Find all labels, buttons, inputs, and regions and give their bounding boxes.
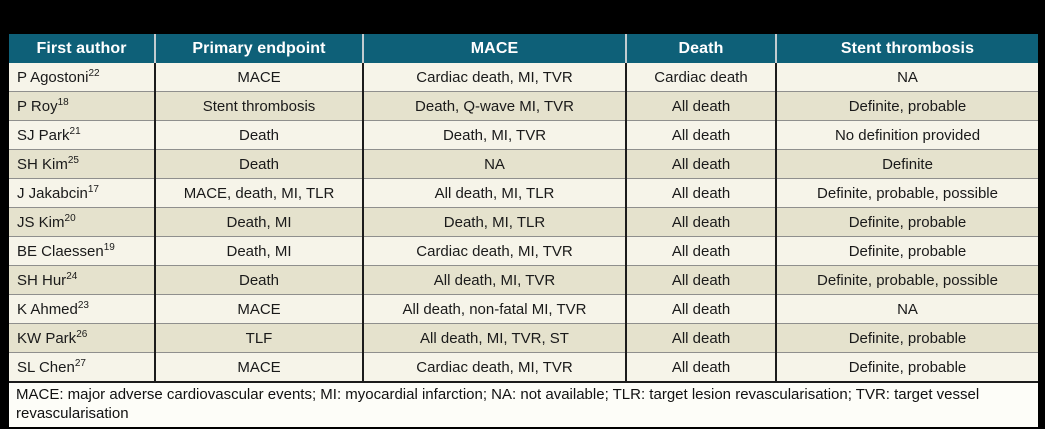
- reference-superscript: 19: [103, 241, 115, 253]
- author-name: SL Chen: [17, 358, 75, 376]
- reference-superscript: 20: [64, 212, 76, 224]
- death-cell: All death: [626, 92, 776, 121]
- first-author-cell: [9, 208, 155, 237]
- author-name: J Jakabcin: [17, 184, 88, 202]
- column-header-first-author: First author: [9, 34, 155, 63]
- author-name: K Ahmed: [17, 300, 78, 318]
- stent-thrombosis-cell: NA: [776, 295, 1038, 324]
- primary-endpoint-cell: Death, MI: [155, 208, 363, 237]
- mace-cell: All death, MI, TVR, ST: [363, 324, 626, 353]
- header-row: [9, 34, 1038, 63]
- mace-cell: Death, MI, TLR: [363, 208, 626, 237]
- mace-cell: Cardiac death, MI, TVR: [363, 63, 626, 92]
- table-row: [9, 324, 1038, 353]
- author-name: SH Hur: [17, 271, 67, 289]
- column-header-death: Death: [626, 34, 776, 63]
- first-author-cell: [9, 92, 155, 121]
- primary-endpoint-cell: Death: [155, 266, 363, 295]
- stent-thrombosis-cell: Definite, probable, possible: [776, 179, 1038, 208]
- table-header: [9, 34, 1038, 63]
- author-name: SH Kim: [17, 155, 68, 173]
- mace-cell: Death, Q-wave MI, TVR: [363, 92, 626, 121]
- table-row: [9, 179, 1038, 208]
- author-name: P Agostoni: [17, 68, 89, 86]
- reference-superscript: 22: [88, 67, 100, 79]
- table-row: [9, 121, 1038, 150]
- reference-superscript: 17: [87, 183, 99, 195]
- stent-thrombosis-cell: Definite, probable: [776, 237, 1038, 266]
- reference-superscript: 24: [66, 270, 78, 282]
- reference-superscript: 26: [76, 328, 88, 340]
- death-cell: All death: [626, 324, 776, 353]
- death-cell: All death: [626, 266, 776, 295]
- endpoints-definition-table: [9, 34, 1038, 381]
- death-cell: All death: [626, 150, 776, 179]
- stent-thrombosis-cell: Definite, probable: [776, 208, 1038, 237]
- table-row: [9, 295, 1038, 324]
- table-row: [9, 208, 1038, 237]
- author-name: JS Kim: [17, 213, 65, 231]
- first-author-cell: [9, 237, 155, 266]
- first-author-cell: [9, 121, 155, 150]
- reference-superscript: 27: [74, 357, 86, 369]
- mace-cell: NA: [363, 150, 626, 179]
- first-author-cell: [9, 179, 155, 208]
- author-name: SJ Park: [17, 126, 70, 144]
- mace-cell: All death, MI, TVR: [363, 266, 626, 295]
- reference-superscript: 18: [57, 96, 69, 108]
- first-author-cell: [9, 353, 155, 382]
- table-row: [9, 237, 1038, 266]
- table-row: [9, 353, 1038, 382]
- table-container: [8, 33, 1039, 428]
- column-header-mace: MACE: [363, 34, 626, 63]
- primary-endpoint-cell: MACE: [155, 353, 363, 382]
- table-row: [9, 266, 1038, 295]
- primary-endpoint-cell: MACE, death, MI, TLR: [155, 179, 363, 208]
- primary-endpoint-cell: Death, MI: [155, 237, 363, 266]
- primary-endpoint-cell: TLF: [155, 324, 363, 353]
- table-row: [9, 150, 1038, 179]
- stent-thrombosis-cell: No definition provided: [776, 121, 1038, 150]
- table-row: [9, 92, 1038, 121]
- death-cell: All death: [626, 295, 776, 324]
- stent-thrombosis-cell: Definite, probable, possible: [776, 266, 1038, 295]
- primary-endpoint-cell: Stent thrombosis: [155, 92, 363, 121]
- stent-thrombosis-cell: Definite, probable: [776, 92, 1038, 121]
- mace-cell: Cardiac death, MI, TVR: [363, 353, 626, 382]
- first-author-cell: [9, 324, 155, 353]
- reference-superscript: 23: [77, 299, 89, 311]
- reference-superscript: 21: [69, 125, 81, 137]
- author-name: KW Park: [17, 329, 77, 347]
- table-body: [9, 63, 1038, 381]
- author-name: BE Claessen: [17, 242, 104, 260]
- abbreviations-footnote: MACE: major adverse cardiovascular events; MI: myocardial infarction; NA: not available; TLR: target lesion revascularisation; TVR: target vessel revascularisation: [9, 381, 1038, 427]
- primary-endpoint-cell: MACE: [155, 295, 363, 324]
- column-header-primary-endpoint: Primary endpoint: [155, 34, 363, 63]
- primary-endpoint-cell: Death: [155, 150, 363, 179]
- first-author-cell: [9, 266, 155, 295]
- primary-endpoint-cell: Death: [155, 121, 363, 150]
- primary-endpoint-cell: MACE: [155, 63, 363, 92]
- death-cell: All death: [626, 208, 776, 237]
- death-cell: Cardiac death: [626, 63, 776, 92]
- stent-thrombosis-cell: Definite, probable: [776, 324, 1038, 353]
- mace-cell: All death, MI, TLR: [363, 179, 626, 208]
- death-cell: All death: [626, 121, 776, 150]
- first-author-cell: [9, 63, 155, 92]
- first-author-cell: [9, 150, 155, 179]
- death-cell: All death: [626, 237, 776, 266]
- stent-thrombosis-cell: NA: [776, 63, 1038, 92]
- mace-cell: Cardiac death, MI, TVR: [363, 237, 626, 266]
- column-header-stent-thrombosis: Stent thrombosis: [776, 34, 1038, 63]
- first-author-cell: [9, 295, 155, 324]
- stent-thrombosis-cell: Definite: [776, 150, 1038, 179]
- stent-thrombosis-cell: Definite, probable: [776, 353, 1038, 382]
- table-row: [9, 63, 1038, 92]
- death-cell: All death: [626, 179, 776, 208]
- author-name: P Roy: [17, 97, 58, 115]
- mace-cell: Death, MI, TVR: [363, 121, 626, 150]
- reference-superscript: 25: [67, 154, 79, 166]
- mace-cell: All death, non-fatal MI, TVR: [363, 295, 626, 324]
- death-cell: All death: [626, 353, 776, 382]
